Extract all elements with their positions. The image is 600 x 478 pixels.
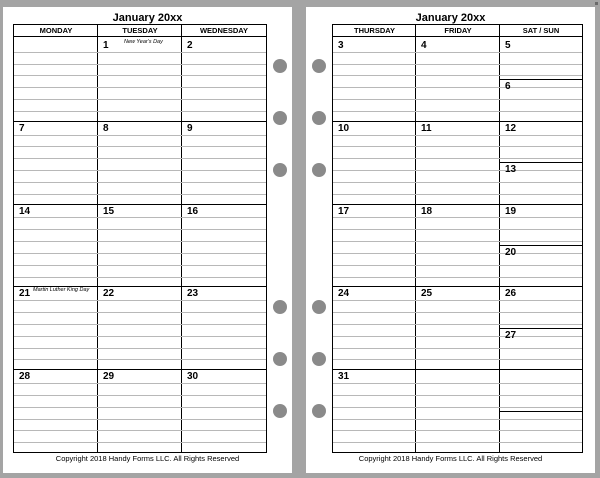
binder-hole-icon <box>273 404 287 418</box>
binder-hole-icon <box>312 352 326 366</box>
day-number: 10 <box>338 122 350 134</box>
day-number: 30 <box>187 371 199 383</box>
writing-line <box>14 135 266 136</box>
writing-line <box>333 170 582 171</box>
writing-line <box>333 277 582 278</box>
weekend-divider <box>499 162 582 163</box>
writing-line <box>14 300 266 301</box>
column-divider <box>499 25 500 452</box>
day-number: 16 <box>187 205 199 217</box>
writing-line <box>333 300 582 301</box>
writing-line <box>333 336 582 337</box>
writing-line <box>14 442 266 443</box>
writing-line <box>333 111 582 112</box>
column-divider <box>181 25 182 452</box>
day-number: 15 <box>103 205 115 217</box>
binder-hole-icon <box>273 163 287 177</box>
week-divider <box>14 369 266 370</box>
day-number: 24 <box>338 288 350 300</box>
writing-line <box>333 182 582 183</box>
binder-hole-icon <box>312 163 326 177</box>
left-copyright: Copyright 2018 Handy Forms LLC. All Rights Reserved <box>55 454 240 463</box>
day-number: 19 <box>505 205 517 217</box>
writing-line <box>333 265 582 266</box>
day-number: 22 <box>103 288 115 300</box>
day-number: 8 <box>103 122 109 134</box>
writing-line <box>14 64 266 65</box>
week-divider <box>333 286 582 287</box>
writing-line <box>14 99 266 100</box>
writing-line <box>333 64 582 65</box>
writing-line <box>14 383 266 384</box>
day-number: 17 <box>338 205 350 217</box>
binder-hole-icon <box>273 300 287 314</box>
writing-line <box>333 312 582 313</box>
week-divider <box>333 121 582 122</box>
writing-line <box>333 99 582 100</box>
writing-line <box>14 359 266 360</box>
writing-line <box>14 241 266 242</box>
day-number: 29 <box>103 371 115 383</box>
binder-hole-icon <box>312 111 326 125</box>
left-calendar-grid <box>13 24 267 453</box>
writing-line <box>333 442 582 443</box>
writing-line <box>14 229 266 230</box>
day-number: 11 <box>421 122 432 134</box>
day-number: 20 <box>505 247 517 258</box>
binder-hole-icon <box>273 59 287 73</box>
writing-line <box>333 229 582 230</box>
day-number: 14 <box>19 205 31 217</box>
binder-hole-icon <box>312 300 326 314</box>
writing-line <box>333 87 582 88</box>
binder-hole-icon <box>273 111 287 125</box>
day-header: THURSDAY <box>354 26 395 35</box>
holiday-label: Martin Luther King Day <box>33 287 90 294</box>
writing-line <box>14 419 266 420</box>
writing-line <box>14 277 266 278</box>
column-divider <box>97 25 98 452</box>
writing-line <box>14 158 266 159</box>
header-row <box>14 25 266 37</box>
day-number: 23 <box>187 288 199 300</box>
writing-line <box>333 359 582 360</box>
writing-line <box>14 170 266 171</box>
day-number: 18 <box>421 205 433 217</box>
day-number: 12 <box>505 122 517 134</box>
writing-line <box>333 194 582 195</box>
weekend-divider <box>499 245 582 246</box>
writing-line <box>14 324 266 325</box>
day-number: 5 <box>505 40 511 51</box>
column-divider <box>415 25 416 452</box>
holiday-label: New Year's Day <box>124 39 163 45</box>
day-header: TUESDAY <box>122 26 158 35</box>
day-header: FRIDAY <box>444 26 472 35</box>
writing-line <box>333 75 582 76</box>
writing-line <box>14 75 266 76</box>
week-divider <box>333 369 582 370</box>
day-number: 31 <box>338 371 350 383</box>
writing-line <box>333 158 582 159</box>
day-number: 4 <box>421 40 427 51</box>
day-number: 13 <box>505 164 517 176</box>
weekend-divider <box>499 411 582 412</box>
day-number: 2 <box>187 40 193 51</box>
weekend-divider <box>499 328 582 329</box>
writing-line <box>333 383 582 384</box>
writing-line <box>333 395 582 396</box>
writing-line <box>333 135 582 136</box>
binder-hole-icon <box>273 352 287 366</box>
right-page-title: January 20xx <box>415 12 486 24</box>
writing-line <box>14 52 266 53</box>
writing-line <box>14 265 266 266</box>
day-number: 25 <box>421 288 433 300</box>
writing-line <box>14 217 266 218</box>
writing-line <box>333 430 582 431</box>
left-planner-page <box>3 7 292 473</box>
writing-line <box>14 430 266 431</box>
writing-line <box>333 241 582 242</box>
right-calendar-grid <box>332 24 583 453</box>
writing-line <box>333 52 582 53</box>
left-page-title: January 20xx <box>112 12 183 24</box>
week-divider <box>14 204 266 205</box>
day-number: 3 <box>338 40 344 51</box>
writing-line <box>14 87 266 88</box>
day-header: SAT / SUN <box>522 26 560 35</box>
day-number: 21 <box>19 288 31 300</box>
writing-line <box>14 146 266 147</box>
writing-line <box>333 253 582 254</box>
right-planner-page <box>306 7 595 473</box>
writing-line <box>333 217 582 218</box>
writing-line <box>14 111 266 112</box>
header-row <box>333 25 582 37</box>
day-number: 1 <box>103 40 109 51</box>
writing-line <box>14 407 266 408</box>
right-copyright: Copyright 2018 Handy Forms LLC. All Rights Reserved <box>358 454 543 463</box>
writing-line <box>333 348 582 349</box>
writing-line <box>333 407 582 408</box>
day-number: 6 <box>505 81 511 93</box>
writing-line <box>14 194 266 195</box>
writing-line <box>14 348 266 349</box>
week-divider <box>333 204 582 205</box>
writing-line <box>333 146 582 147</box>
day-header: MONDAY <box>39 26 73 35</box>
day-number: 28 <box>19 371 31 383</box>
day-header: WEDNESDAY <box>199 26 249 35</box>
weekend-divider <box>499 79 582 80</box>
week-divider <box>14 121 266 122</box>
writing-line <box>14 253 266 254</box>
day-number: 27 <box>505 329 517 341</box>
writing-line <box>333 419 582 420</box>
day-number: 26 <box>505 288 517 300</box>
corner-mark <box>595 2 598 5</box>
binder-hole-icon <box>312 59 326 73</box>
day-number: 7 <box>19 122 25 134</box>
writing-line <box>14 312 266 313</box>
writing-line <box>14 182 266 183</box>
binder-hole-icon <box>312 404 326 418</box>
writing-line <box>333 324 582 325</box>
writing-line <box>14 336 266 337</box>
day-number: 9 <box>187 122 193 134</box>
writing-line <box>14 395 266 396</box>
